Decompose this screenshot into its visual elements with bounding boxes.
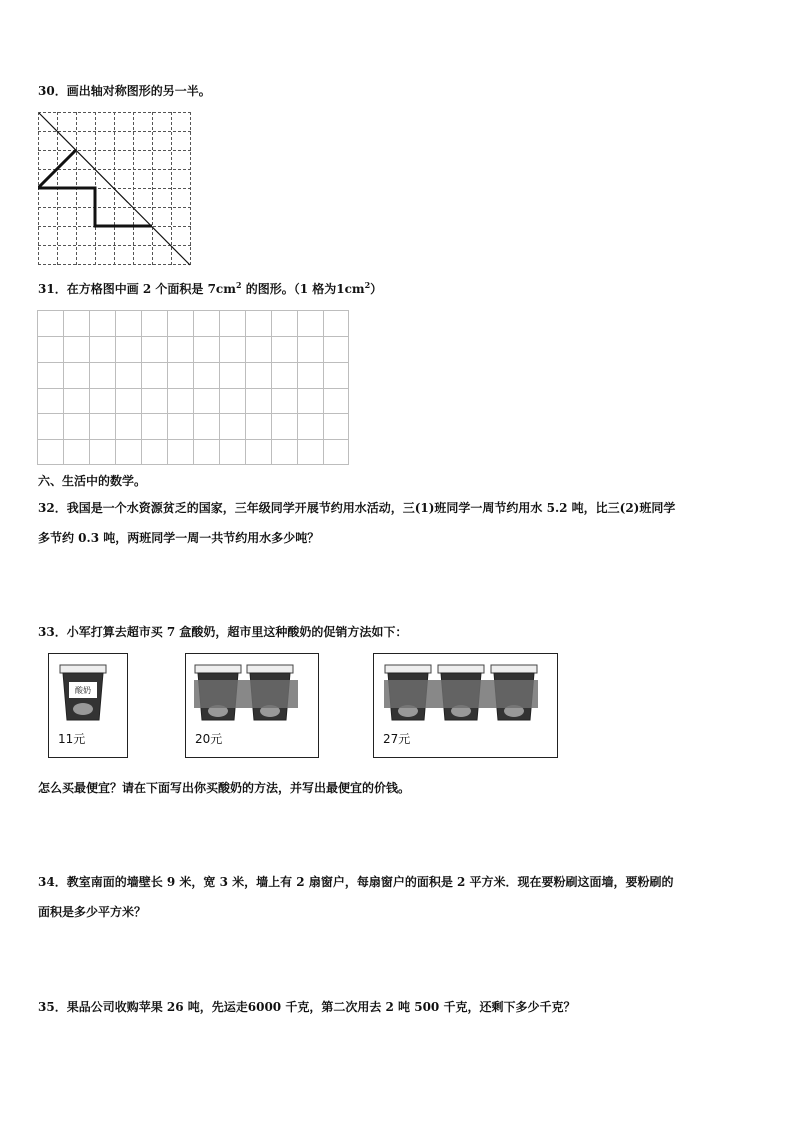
price-label: 20元	[195, 732, 223, 746]
promo-band	[194, 680, 298, 708]
question-31	[38, 274, 764, 304]
question-text: 果品公司收购苹果 26 吨，先运走6000 千克，第二次用去 2 吨 500 千克，还剩下多少千克？	[66, 1000, 576, 1014]
question-text: 小军打算去超市买 7 盒酸奶，超市里这种酸奶的促销方法如下：	[66, 625, 408, 639]
yogurt-cup-icon	[59, 664, 107, 722]
question-text: 在方格图中画 2 个面积是 7cm	[66, 282, 236, 296]
superscript: 2	[235, 280, 242, 290]
yogurt-option-3	[373, 653, 558, 758]
question-33	[38, 617, 764, 647]
area-grid[interactable]	[37, 310, 349, 466]
yogurt-option-2	[185, 653, 319, 758]
question-33-followup: 怎么买最便宜？请在下面写出你买酸奶的方法，并写出最便宜的价钱。	[38, 781, 411, 795]
yogurt-option-1	[48, 653, 128, 758]
question-number: 33．	[38, 625, 67, 639]
question-34	[38, 867, 764, 927]
question-30	[38, 76, 764, 106]
question-32	[38, 493, 764, 553]
superscript: 2	[364, 280, 371, 290]
question-text: 多节约 0.3 吨，两班同学一周一共节约用水多少吨？	[38, 531, 320, 545]
svg-text:酸奶: 酸奶	[75, 686, 91, 695]
price-label: 11元	[58, 732, 86, 746]
question-text: 我国是一个水资源贫乏的国家，三年级同学开展节约用水活动，三(1)班同学一周节约用水 5.2 吨，比三(2)班同学	[66, 501, 676, 515]
question-number: 30．	[38, 84, 67, 98]
question-text: 面积是多少平方米？	[38, 905, 147, 919]
question-number: 31．	[38, 282, 67, 296]
question-number: 35．	[38, 1000, 67, 1014]
symmetry-grid[interactable]	[38, 112, 192, 268]
question-text: 教室南面的墙壁长 9 米，宽 3 米，墙上有 2 扇窗户，每扇窗户的面积是 2 平方米．现在要粉刷这面墙，要粉刷的	[66, 875, 674, 889]
question-text: ）	[370, 282, 383, 296]
question-35	[38, 992, 764, 1022]
question-text: 画出轴对称图形的另一半。	[66, 84, 211, 98]
question-number: 32．	[38, 501, 67, 515]
section-title: 六、生活中的数学。	[38, 474, 147, 488]
price-label: 27元	[383, 732, 411, 746]
question-number: 34．	[38, 875, 67, 889]
question-text: 的图形。（1 格为1cm	[241, 282, 365, 296]
promo-band	[384, 680, 538, 708]
